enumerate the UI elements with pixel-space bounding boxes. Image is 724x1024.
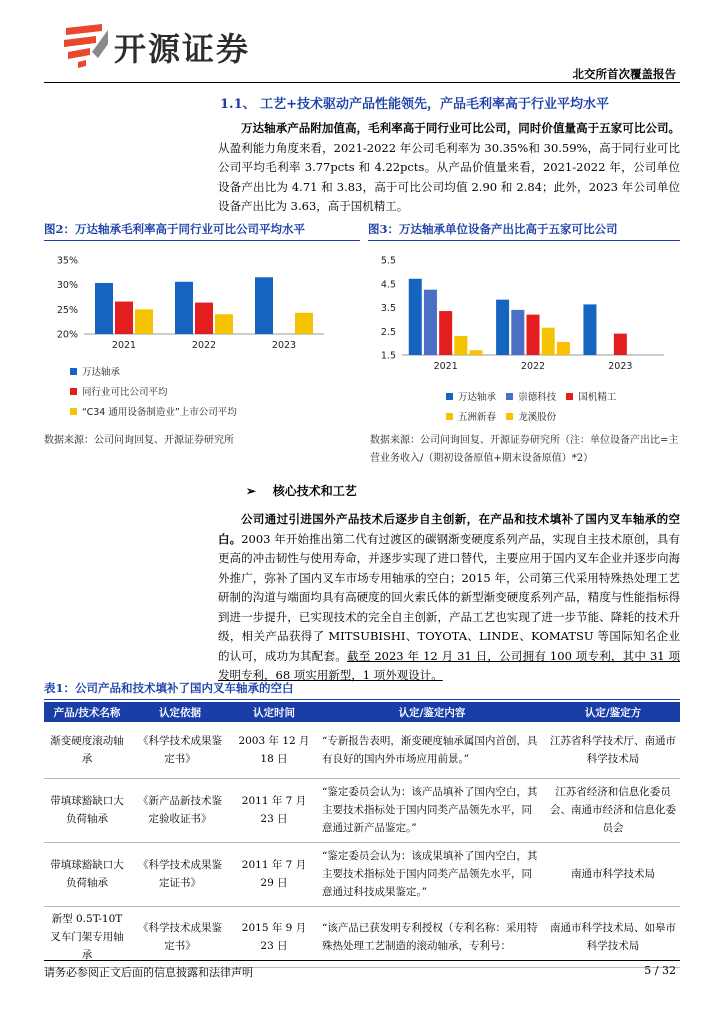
table-cell: 2003 年 12 月 18 日 <box>230 722 318 778</box>
legend-item <box>506 392 556 403</box>
x-tick-label: 2022 <box>520 361 546 372</box>
table-1-title: 表1：公司产品和技术填补了国内叉车轴承的空白 <box>44 680 680 700</box>
y-tick-label: 25% <box>56 304 78 316</box>
table-row <box>44 906 680 967</box>
logo-text: 开源证券 <box>114 30 251 68</box>
legend-item <box>566 392 616 403</box>
bar <box>557 342 570 355</box>
legend-label: “C34 通用设备制造业”上市公司平均 <box>82 407 237 418</box>
page-number: 5 / 32 <box>644 964 676 977</box>
legend-swatch-icon <box>506 393 513 400</box>
bar <box>511 310 524 355</box>
table-header-cell: 认定时间 <box>230 702 318 722</box>
table-cell: 《新产品新技术鉴定验收证书》 <box>130 778 230 842</box>
legend-label: 万达轴承 <box>82 367 121 378</box>
bar <box>527 315 540 355</box>
core-tech-body: 2003 年开始推出第二代有过渡区的碳钢渐变硬度系列产品，实现自主技术原创，具有更高的冲击韧性与使用寿命，并逐步实现了进口替代，主要应用于国内叉车企业并逐步向海外推广，弥补了国内叉车市场专用轴承的空白；2015 年，公司第三代采用特殊热处理工艺研制的沟道与端面均具有高硬度的回火索氏体的新型渐变硬度系列产品，精度与性能指标得到进一步提升，已实现技术的完全自主创新，产品工艺也实现了进一步节能、降耗的技术升级，相关产品获得了 MITSUBISHI、TOYOTA、LINDE、KOMATSU 等国际知名企业的认可，成功为其配套。 <box>218 531 681 663</box>
x-tick-label: 2021 <box>111 340 137 351</box>
bar <box>439 311 452 355</box>
table-cell: 《科学技术成果鉴定书》 <box>130 906 230 967</box>
legend-swatch-icon <box>506 413 513 420</box>
figure-2-legend <box>70 364 237 424</box>
section-title: 1.1、 工艺+技术驱动产品性能领先，产品毛利率高于行业平均水平 <box>220 97 610 112</box>
table-row <box>44 778 680 842</box>
bullet-arrow-icon: ➢ <box>246 484 257 498</box>
table-cell: “该产品已获发明专利授权（专利名称：采用特殊热处理工艺制造的滚动轴承，专利号： <box>318 906 546 967</box>
table-row <box>44 722 680 778</box>
y-tick-label: 20% <box>56 329 78 341</box>
bar <box>583 304 596 355</box>
table-header-cell: 认定/鉴定内容 <box>318 702 546 722</box>
table-cell: 新型 0.5T-10T 叉车门架专用轴承 <box>44 906 130 967</box>
y-tick-label: 4.5 <box>380 279 396 291</box>
legend-label: 龙溪股份 <box>518 412 557 423</box>
table-header-cell: 认定依据 <box>130 702 230 722</box>
certification-table <box>44 702 680 968</box>
table-cell: 带填球豁缺口大负荷轴承 <box>44 842 130 906</box>
bar <box>175 282 193 334</box>
legend-swatch-icon <box>70 368 77 375</box>
table-cell: “鉴定委员会认为：该成果填补了国内空白，其主要技术指标处于国内同类产品领先水平，同意通过科技成果鉴定。” <box>318 842 546 906</box>
bar <box>424 290 437 355</box>
bar <box>95 283 113 334</box>
table-cell: 江苏省经济和信息化委员会、南通市经济和信息化委员会 <box>546 778 680 842</box>
legend-swatch-icon <box>446 413 453 420</box>
section-paragraph <box>218 119 680 217</box>
figure-3-legend <box>446 385 676 425</box>
bar <box>614 334 627 355</box>
legend-label: 国机精工 <box>578 392 617 403</box>
section-paragraph-body: 从盈利能力角度来看，2021-2022 年公司毛利率为 30.35%和 30.59%，高于同行业可比公司平均毛利率 3.77pcts 和 4.22pcts。从产品价值量来看，2021-2022 年，公司单位设备产出比为 4.71 和 3.83，高于可比公司均值 2.90 和 2.84；此外，2023 年公司单位设备产出比为 3.63，高于国机精工。 <box>218 140 680 213</box>
figure-2-chart <box>44 248 360 368</box>
bar <box>409 279 422 355</box>
core-tech-paragraph <box>218 510 680 686</box>
legend-item <box>70 384 237 404</box>
bar <box>135 309 153 334</box>
table-cell: 南通市科学技术局、如皋市科学技术局 <box>546 906 680 967</box>
legend-swatch-icon <box>70 408 77 415</box>
bar <box>542 328 555 355</box>
table-cell: 《科学技术成果鉴定证书》 <box>130 842 230 906</box>
core-tech-lead: 公司通过引进国外产品技术后逐步自主创新，在产品和技术填补了国内叉车轴承的空白。 <box>218 512 680 546</box>
bar <box>255 277 273 334</box>
legend-swatch-icon <box>566 393 573 400</box>
table-header-cell: 认定/鉴定方 <box>546 702 680 722</box>
figure-3-title: 图3：万达轴承单位设备产出比高于五家可比公司 <box>368 221 680 241</box>
table-cell: 南通市科学技术局 <box>546 842 680 906</box>
table-cell: 渐变硬度滚动轴承 <box>44 722 130 778</box>
table-cell: “专新报告表明，渐变硬度轴承属国内首创，具有良好的国内外市场应用前景。” <box>318 722 546 778</box>
logo-mark-icon <box>62 22 112 68</box>
legend-item <box>446 412 496 423</box>
bar <box>115 302 133 334</box>
bar <box>195 303 213 334</box>
bar <box>496 300 509 355</box>
y-tick-label: 30% <box>56 280 78 292</box>
core-tech-heading-text: 核心技术和工艺 <box>272 484 357 498</box>
x-tick-label: 2022 <box>191 340 217 351</box>
table-header-cell: 产品/技术名称 <box>44 702 130 722</box>
y-tick-label: 1.5 <box>380 350 396 362</box>
x-tick-label: 2021 <box>433 361 458 372</box>
bar <box>295 313 313 334</box>
figure-2-source: 数据来源：公司问询回复、开源证券研究所 <box>44 435 234 446</box>
figure-2-title: 图2：万达轴承毛利率高于同行业可比公司平均水平 <box>44 221 360 241</box>
legend-label: 崇德科技 <box>518 392 557 403</box>
table-cell: 江苏省科学技术厅、南通市科学技术局 <box>546 722 680 778</box>
footer-divider <box>44 960 680 961</box>
legend-label: 同行业可比公司平均 <box>82 387 168 398</box>
bar <box>215 314 233 334</box>
section-paragraph-lead: 万达轴承产品附加值高，毛利率高于同行业可比公司，同时价值量高于五家可比公司。 <box>241 121 680 135</box>
header-divider <box>44 82 680 83</box>
legend-item <box>70 404 237 424</box>
table-cell: 带填球豁缺口大负荷轴承 <box>44 778 130 842</box>
table-cell: 《科学技术成果鉴定书》 <box>130 722 230 778</box>
footer-disclaimer: 请务必参阅正文后面的信息披露和法律声明 <box>44 966 253 979</box>
x-tick-label: 2023 <box>271 340 297 351</box>
bar <box>454 336 467 355</box>
company-logo <box>62 22 262 70</box>
legend-item <box>506 412 556 423</box>
y-tick-label: 35% <box>56 255 78 267</box>
table-header-row <box>44 702 680 722</box>
legend-label: 五洲新春 <box>458 412 497 423</box>
table-cell: 2011 年 7 月 23 日 <box>230 778 318 842</box>
table-cell: 2011 年 7 月 29 日 <box>230 842 318 906</box>
legend-label: 万达轴承 <box>458 392 497 403</box>
x-tick-label: 2023 <box>608 361 633 372</box>
legend-swatch-icon <box>446 393 453 400</box>
patent-summary: 截至 2023 年 12 月 31 日，公司拥有 100 项专利，其中 31 项发明专利，68 项实用新型，1 项外观设计。 <box>218 648 681 682</box>
report-type: 北交所首次覆盖报告 <box>572 67 676 81</box>
y-tick-label: 3.5 <box>380 303 396 314</box>
y-tick-label: 5.5 <box>380 255 396 267</box>
legend-swatch-icon <box>70 388 77 395</box>
table-cell: “鉴定委员会认为：该产品填补了国内空白，其主要技术指标处于国内同类产品领先水平，同意通过新产品鉴定。” <box>318 778 546 842</box>
bar <box>470 350 483 355</box>
core-tech-heading <box>246 482 357 499</box>
y-tick-label: 2.5 <box>380 326 396 338</box>
legend-item <box>446 392 496 403</box>
figure-3-source: 数据来源：公司问询回复、开源证券研究所（注：单位设备产出比=主营业务收入/（期初设备原值+期末设备原值）*2） <box>370 435 679 464</box>
legend-item <box>70 364 237 384</box>
table-cell: 2015 年 9 月 23 日 <box>230 906 318 967</box>
table-row <box>44 842 680 906</box>
figure-3-chart <box>368 250 680 380</box>
